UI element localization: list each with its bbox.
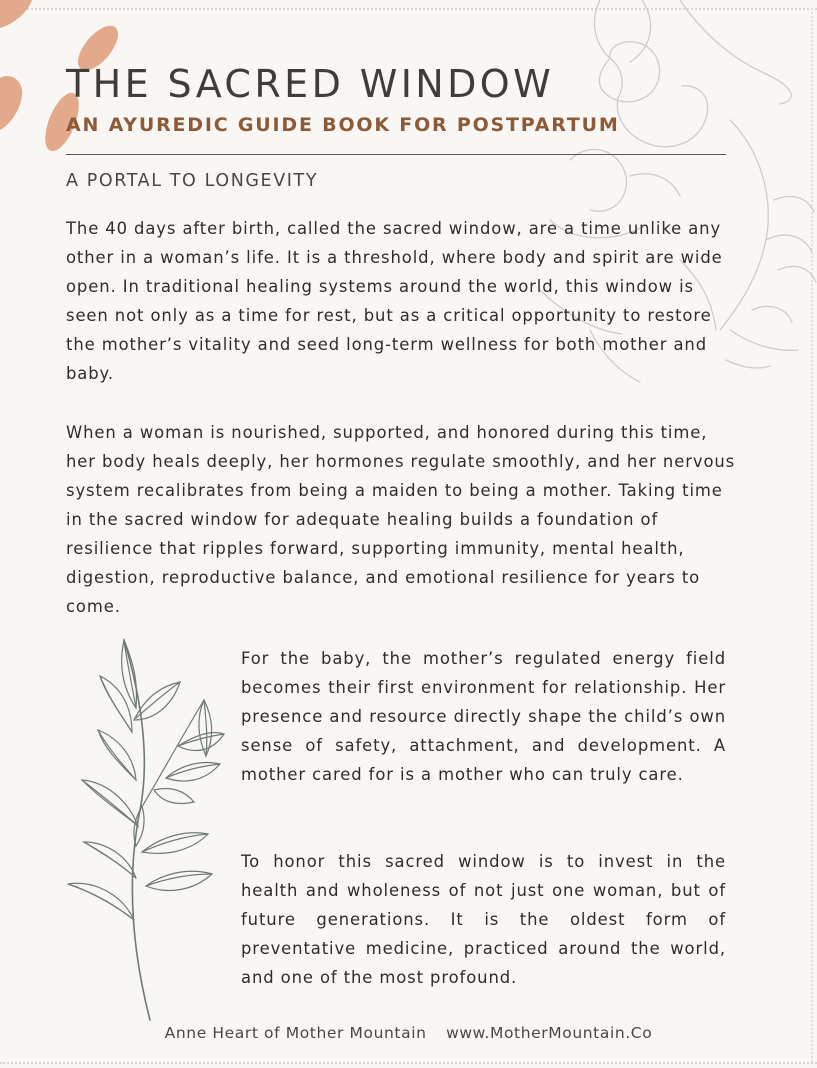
paragraph-nourished: When a woman is nourished, supported, and honored during this time, her body heals deeply, her hormones regulate smoothly, and her nervous system recalibrates from being a maiden to being a mother. Taking time in the sacred window for adequate healing builds a foundation of resilience that ripples forward, supporting immunity, mental health, digestion, reproductive balance, and emotional resilience for years to come. [66,423,736,616]
decorative-blob-left [0,74,26,132]
dotted-border-bottom [0,1062,817,1064]
paragraph-intro: The 40 days after birth, called the sacred window, are a time unlike any other in a woman’s life. It is a threshold, where body and spirit are wide open. In traditional healing systems around the world, this window is seen not only as a time for rest, but as a critical opportunity to restore the mother’s vitality and seed long-term wellness for both mother and baby. [66,219,723,383]
footer [0,1024,817,1042]
paragraph-honor: To honor this sacred window is to invest in the health and wholeness of not just one woman, but of future generations. It is the oldest form of preventative medicine, practiced around the world, and one of the most profound. [241,852,726,987]
leaf-group [68,640,224,920]
paragraph-baby: For the baby, the mother’s regulated energy field becomes their first environment for relationship. Her presence and resource directly shape the child’s own sense of safety, attachment, and development. A mother cared for is a mother who can truly care. [241,649,726,784]
footer-website-link[interactable]: www.MotherMountain.Co [446,1024,653,1042]
decorative-blob-top-left [0,0,36,32]
page-subtitle: AN AYUREDIC GUIDE BOOK FOR POSTPARTUM [66,114,620,136]
footer-author: Anne Heart of Mother Mountain [164,1024,427,1042]
page-title: THE SACRED WINDOW [66,62,555,106]
title-divider [66,154,726,155]
leaf-branch-icon [62,630,232,1022]
section-heading: A PORTAL TO LONGEVITY [66,171,319,191]
